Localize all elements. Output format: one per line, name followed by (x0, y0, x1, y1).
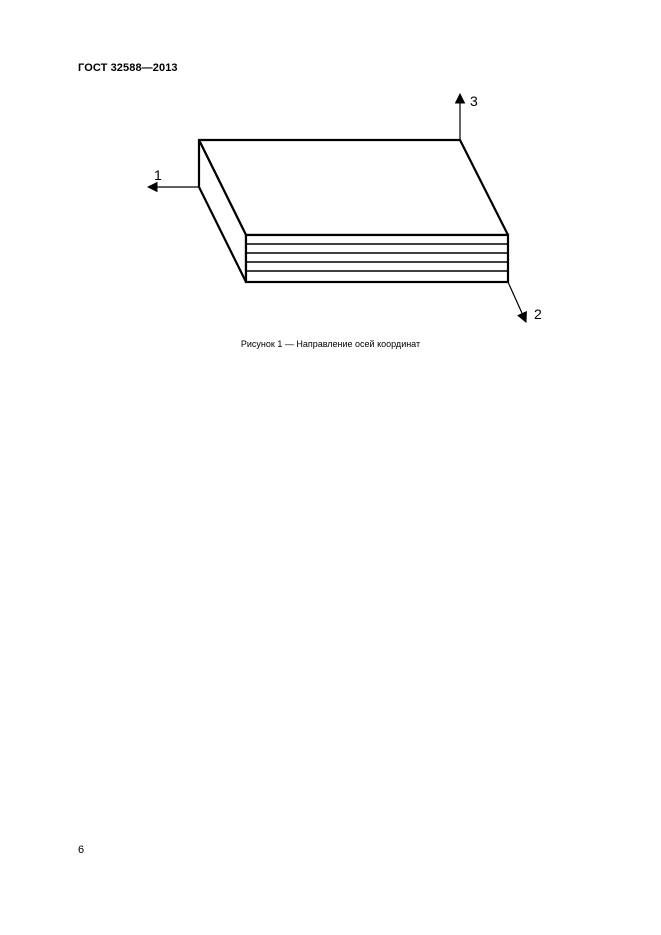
front-face (246, 235, 508, 282)
page-number: 6 (78, 844, 85, 856)
axis-1-label: 1 (154, 167, 162, 183)
axis-3-label: 3 (470, 93, 478, 109)
figure-caption: Рисунок 1 — Направление осей координат (240, 339, 421, 349)
document-header: ГОСТ 32588—2013 (78, 62, 178, 74)
axis-2-label: 2 (534, 306, 542, 322)
axis-2-arrow (508, 282, 526, 322)
top-face (199, 140, 508, 235)
